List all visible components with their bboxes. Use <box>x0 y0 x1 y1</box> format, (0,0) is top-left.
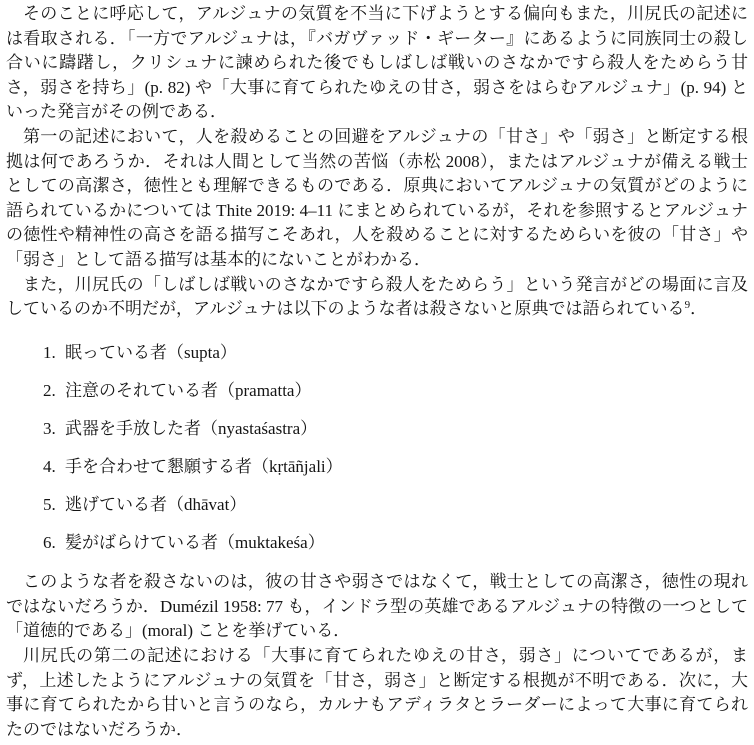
paragraph-virtue-conclusion: このような者を殺さないのは，彼の甘さや弱さではなくて，戦士としての高潔さ，徳性の現れではないだろうか．Dumézil 1958: 77 も，インドラ型の英雄であるアルジュナの特徴の一つとして「道徳的である」(moral) ことを挙げている． <box>6 572 748 641</box>
paragraph-first-description-analysis: 第一の記述において，人を殺めることの回避をアルジュナの「甘さ」や「弱さ」と断定する根拠は何であろうか．それは人間として当然の苦悩（赤松 2008），またはアルジュナが備える戦士としての高潔さ，徳性とも理解できるものである．原典においてアルジュナの気質がどのように語られているかについては Thite 2019: 4–11 にまとめられているが，それを参照するとアルジュナの徳性や精神性の高さを語る描写こそあれ，人を殺めることに対するためらいを彼の「甘さ」や「弱さ」として語る描写は基本的にないことがわかる． <box>6 126 748 269</box>
list-item-text: 髪がばらけている者（muktakeśa） <box>65 532 325 552</box>
paragraph-list-intro-text: また，川尻氏の「しばしば戦いのさなかですら殺人をためらう」という発言がどの場面に言及しているのか不明だが，アルジュナは以下のような者は殺さないと原典では語られている <box>6 274 748 319</box>
list-item-number: 2. <box>43 380 56 400</box>
list-item-text: 注意のそれている者（pramatta） <box>65 380 312 400</box>
list-item <box>43 417 748 442</box>
footnote-reference-9: 9 <box>684 299 691 312</box>
list-item <box>43 493 748 518</box>
no-kill-list <box>6 341 748 556</box>
list-item-text: 手を合わせて懇願する者（kṛtāñjali） <box>65 456 343 476</box>
list-item-text: 武器を手放した者（nyastaśastra） <box>65 418 318 438</box>
list-item-number: 3. <box>43 418 56 438</box>
list-item-number: 6. <box>43 532 56 552</box>
paragraph-list-intro <box>6 273 748 322</box>
paragraph-kawajiri-bias: そのことに呼応して，アルジュナの気質を不当に下げようとする偏向もまた，川尻氏の記述には看取される．「一方でアルジュナは，『バガヴァッド・ギーター』にあるように同族同士の殺し合いに躊躇し，クリシュナに諫められた後でもしばしば戦いのさなかですら殺人をためらう甘さ，弱さを持ち」(p. 82) や「大事に育てられたゆえの甘さ，弱さをはらむアルジュナ」(p. 94) といった発言がその例である． <box>6 4 748 122</box>
list-item-text: 逃げている者（dhāvat） <box>65 494 247 514</box>
list-item-number: 5. <box>43 494 56 514</box>
list-item <box>43 531 748 556</box>
list-item-number: 1. <box>43 342 56 362</box>
list-item <box>43 341 748 366</box>
list-item-text: 眠っている者（supta） <box>65 342 237 362</box>
list-item-number: 4. <box>43 456 56 476</box>
list-item <box>43 455 748 480</box>
list-item <box>43 379 748 404</box>
paragraph-second-description-analysis: 川尻氏の第二の記述における「大事に育てられたゆえの甘さ，弱さ」についてであるが，まず，上述したようにアルジュナの気質を「甘さ，弱さ」と断定する根拠が不明である．次に，大事に育てられたから甘いと言うのなら，カルナもアディラタとラーダーによって大事に育てられたのではないだろうか． <box>6 646 748 739</box>
paragraph-list-intro-period: ． <box>690 299 708 319</box>
